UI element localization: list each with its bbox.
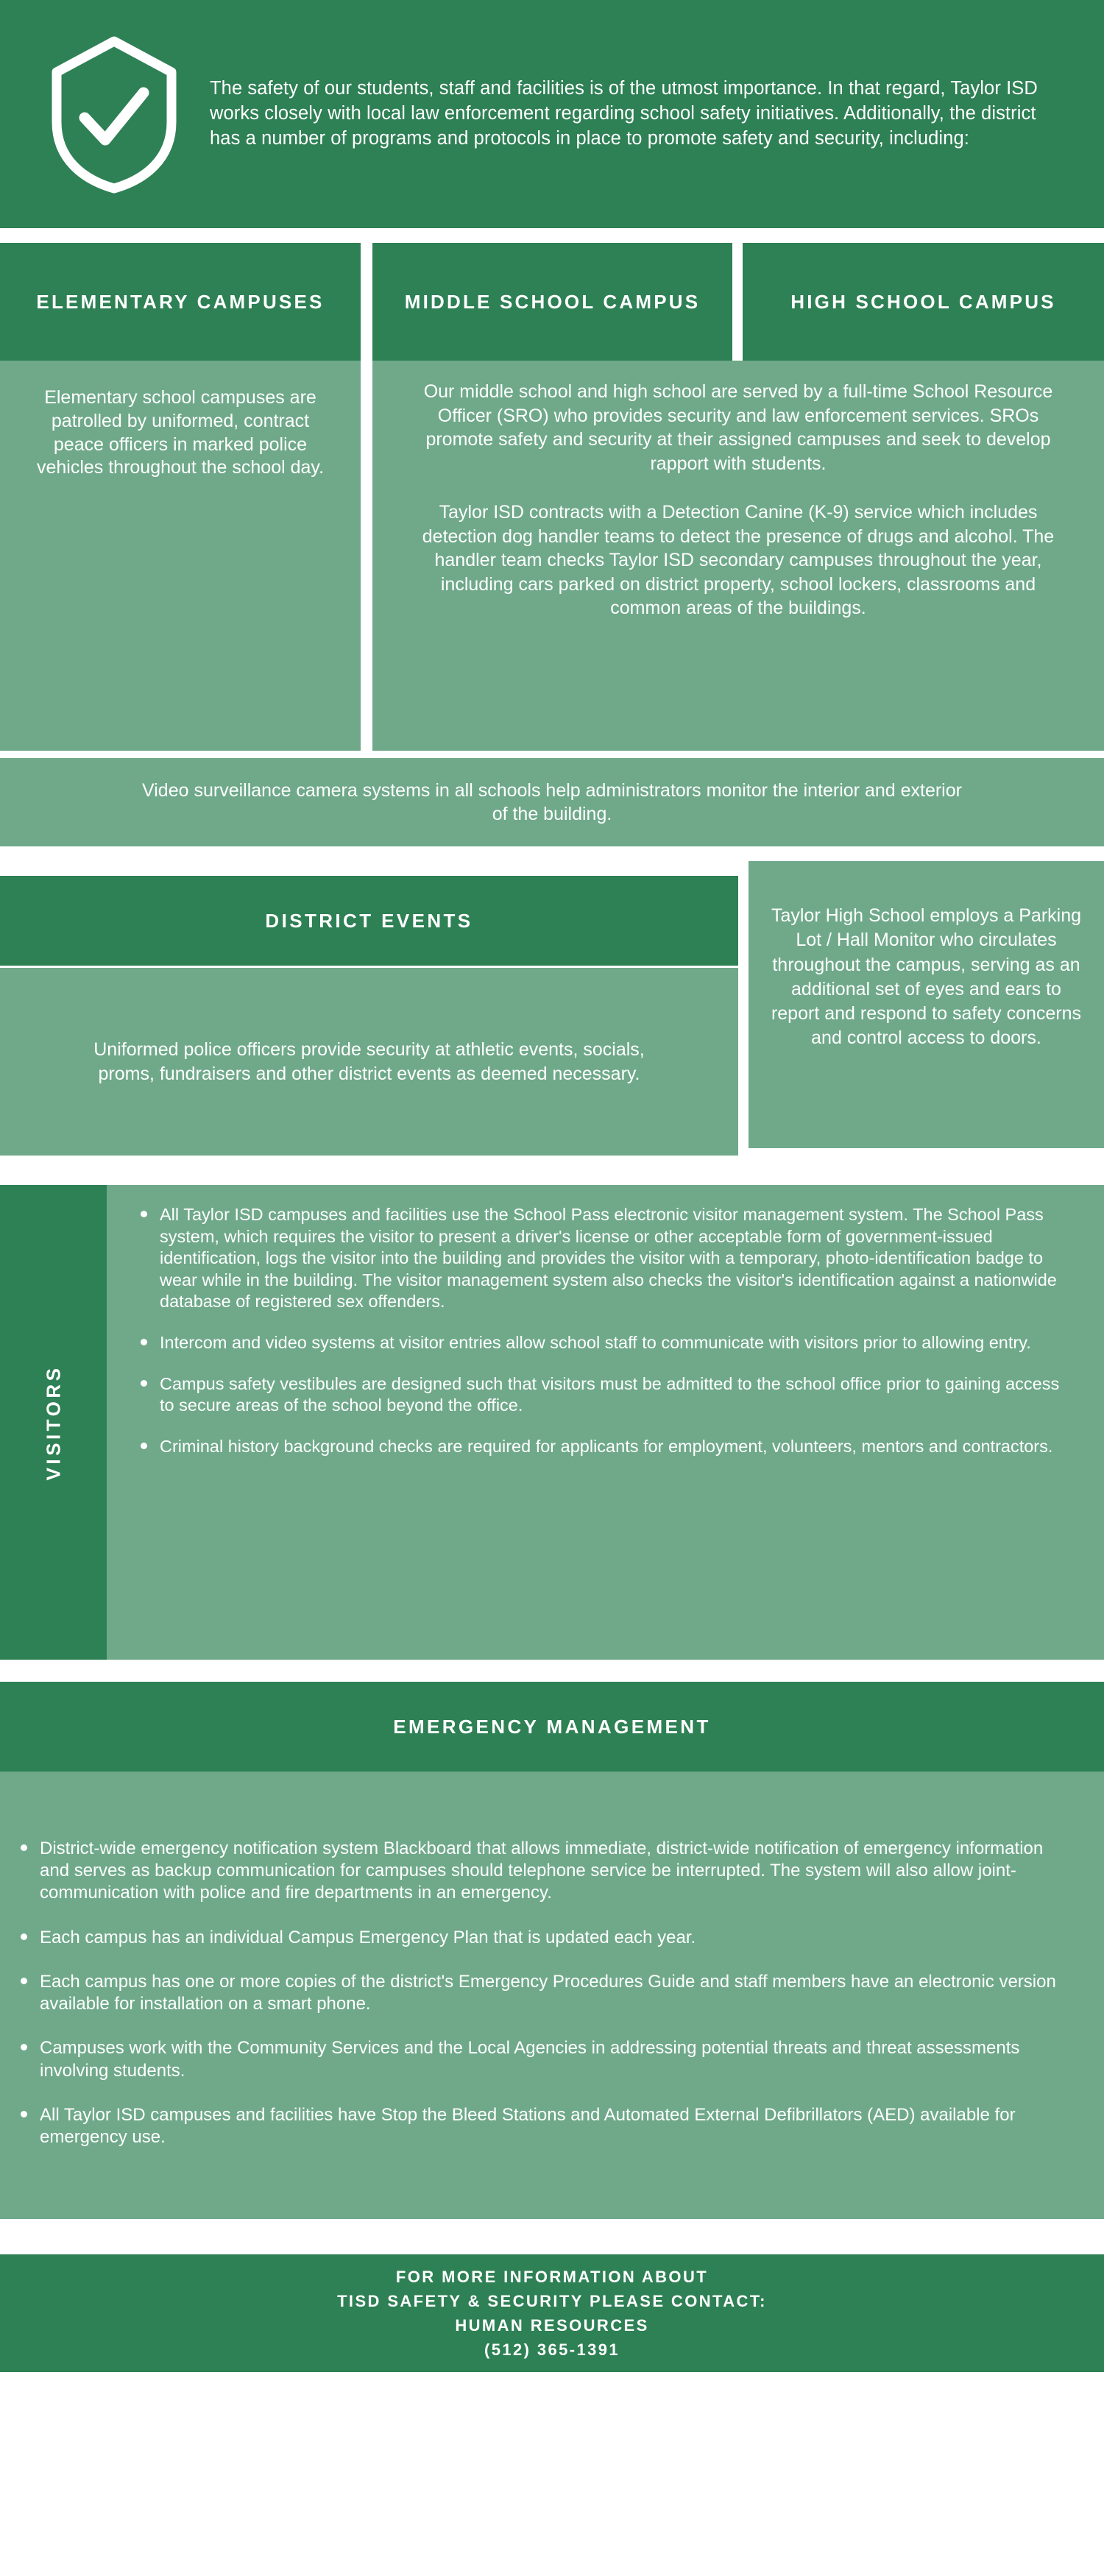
list-item-text: Each campus has an individual Campus Emergency Plan that is updated each year. (40, 1927, 696, 1947)
video-surveillance-band (0, 758, 1104, 846)
bullet-icon (21, 1844, 27, 1851)
list-item-text: Campuses work with the Community Services and the Local Agencies in addressing potential threats and threat assessments involving students. (40, 2038, 1020, 2081)
list-item-text: District-wide emergency notification system Blackboard that allows immediate, district-wide notification of emergency information and serves as backup communication for campuses should telephone service be interrupted. The system will also allow joint-communication with police and fire departments in an emergency. (40, 1839, 1044, 1903)
bullet-icon (21, 1978, 27, 1984)
bullet-icon (21, 2044, 27, 2050)
secondary-campuses-body (372, 361, 1104, 751)
list-item-text: Each campus has one or more copies of the district's Emergency Procedures Guide and staff members have an electronic version available for installation on a smart phone. (40, 1971, 1056, 2014)
campus-body-row (0, 361, 1104, 751)
video-surveillance-text: Video surveillance camera systems in all schools help administrators monitor the interior and exterior of the building. (142, 779, 962, 824)
district-events-header (0, 876, 738, 966)
contact-line-3: HUMAN RESOURCES (455, 2316, 649, 2335)
visitors-sidebar-label: VISITORS (42, 1365, 64, 1480)
list-item-text: Criminal history background checks are required for applicants for employment, volunteers, mentors and contractors. (160, 1436, 1053, 1456)
district-events-panel (0, 861, 738, 1156)
district-events-title: DISTRICT EVENTS (265, 909, 473, 932)
elementary-campuses-header (0, 243, 361, 361)
shield-check-icon (40, 35, 188, 194)
contact-footer-lines (337, 2265, 767, 2362)
bullet-icon (21, 1933, 27, 1940)
elementary-campuses-body: Elementary school campuses are patrolled by uniformed, contract peace officers in marked police vehicles throughout the school day. (0, 361, 361, 751)
list-item (16, 2104, 1060, 2148)
visitors-section (0, 1185, 1104, 1660)
divider (361, 243, 372, 361)
bullet-icon (141, 1211, 147, 1217)
list-item-text: All Taylor ISD campuses and facilities use the School Pass electronic visitor management system. The School Pass system, which requires the visitor to present a driver's license or other acceptable form of government-issued identification, logs the visitor into the building and provides the visitor with a temporary, photo-identification badge to wear while in the building. The visitor management system also checks the visitor's identification against a nationwide database of registered sex offenders. (160, 1205, 1057, 1312)
list-item (16, 2037, 1060, 2081)
list-item-text: Campus safety vestibules are designed such that visitors must be admitted to the school office prior to gaining access to secure areas of the school beyond the office. (160, 1373, 1060, 1415)
list-item (16, 1927, 1060, 1949)
hall-monitor-text: Taylor High School employs a Parking Lot / Hall Monitor who circulates throughout the campus, serving as an additional set of eyes and ears to report and respond to safety concerns and control access to doors. (771, 905, 1082, 1049)
emergency-management-body (0, 1772, 1104, 2219)
sro-paragraph: Our middle school and high school are served by a full-time School Resource Officer (SRO) who provides security and law enforcement services. SROs promote safety and security at their assigned campuses and seek to develop rapport with students. (423, 381, 1053, 474)
high-school-campus-header (743, 243, 1104, 361)
list-item (16, 1838, 1060, 1905)
visitors-bullet-list (136, 1204, 1060, 1457)
contact-line-1: FOR MORE INFORMATION ABOUT (395, 2268, 709, 2286)
emergency-management-title: EMERGENCY MANAGEMENT (393, 1715, 711, 1738)
list-item (136, 1373, 1060, 1417)
list-item (136, 1332, 1060, 1354)
emergency-management-bullet-list (16, 1838, 1060, 2148)
hero-section (0, 0, 1104, 228)
list-item-text: All Taylor ISD campuses and facilities have Stop the Bleed Stations and Automated External Defibrillators (AED) available for emergency use. (40, 2104, 1016, 2148)
list-item (136, 1204, 1060, 1313)
list-item (136, 1436, 1060, 1458)
hero-paragraph: The safety of our students, staff and facilities is of the utmost importance. In that regard, Taylor ISD works closely with local law enforcement regarding school safety initiatives. Additionally, the district has a number of programs and protocols in place to promote safety and security, including: (210, 78, 1038, 149)
list-item-text: Intercom and video systems at visitor entries allow school staff to communicate with visitors prior to allowing entry. (160, 1333, 1031, 1353)
district-events-body (0, 968, 738, 1156)
contact-footer (0, 2254, 1104, 2372)
contact-phone: (512) 365-1391 (484, 2340, 620, 2359)
district-events-text: Uniformed police officers provide security at athletic events, socials, proms, fundraisers and other district events as deemed necessary. (93, 1039, 645, 1084)
bullet-icon (21, 2111, 27, 2117)
campus-header-row (0, 243, 1104, 361)
hall-monitor-panel (749, 861, 1104, 1148)
middle-school-campus-title: MIDDLE SCHOOL CAMPUS (404, 290, 701, 313)
district-events-section (0, 861, 1104, 1156)
k9-paragraph: Taylor ISD contracts with a Detection Canine (K-9) service which includes detection dog handler teams to detect the presence of drugs and alcohol. The handler team checks Taylor ISD secondary campuses throughout the year, including cars parked on district property, school lockers, classrooms and common areas of the buildings. (422, 502, 1055, 618)
list-item (16, 1971, 1060, 2015)
visitors-body (107, 1185, 1104, 1660)
emergency-management-header (0, 1682, 1104, 1772)
elementary-campuses-title: ELEMENTARY CAMPUSES (36, 290, 325, 313)
bullet-icon (141, 1380, 147, 1387)
middle-school-campus-header (372, 243, 732, 361)
bullet-icon (141, 1339, 147, 1345)
high-school-campus-title: HIGH SCHOOL CAMPUS (790, 290, 1056, 313)
contact-line-2: TISD SAFETY & SECURITY PLEASE CONTACT: (337, 2292, 767, 2310)
divider (732, 243, 743, 361)
visitors-sidebar (0, 1185, 107, 1660)
bullet-icon (141, 1443, 147, 1449)
divider (361, 361, 372, 751)
